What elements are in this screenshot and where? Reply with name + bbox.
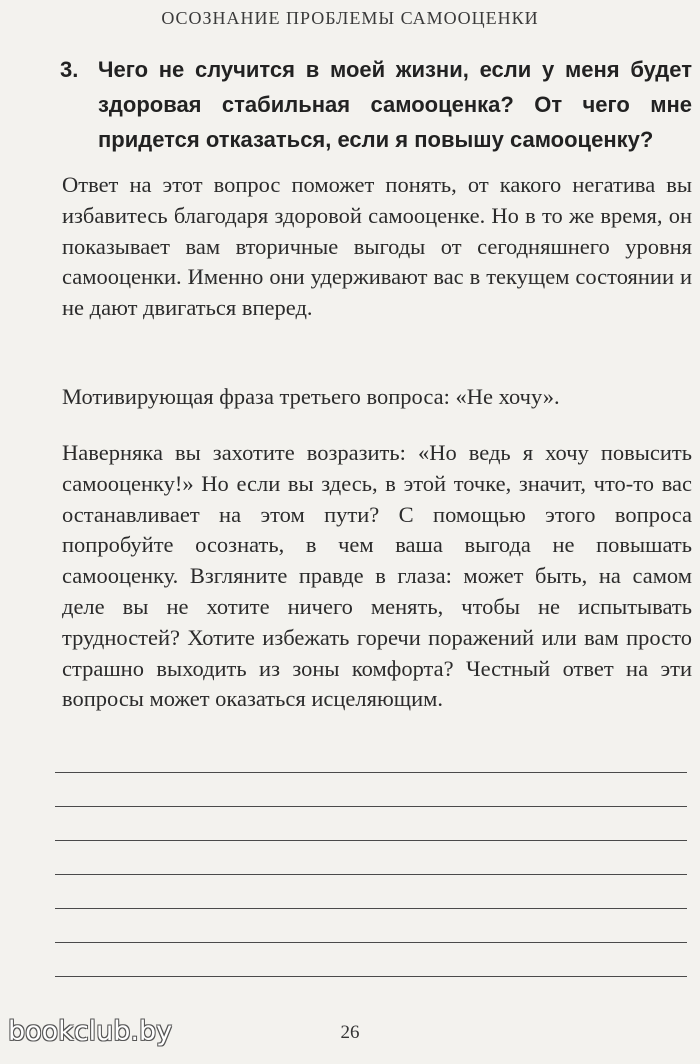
- answer-line: [55, 874, 687, 875]
- page-number: 26: [340, 1022, 360, 1043]
- answer-line: [55, 806, 687, 807]
- answer-line: [55, 942, 687, 943]
- paragraph-discussion: Наверняка вы захотите возразить: «Но ведь я хочу повысить самооценку!» Но если вы здесь, в этой точке, значит, что-то вас останавливает на этом пути? С помощью этого вопроса попробуйте осознать, в чем ваша выгода не повышать самооценку. Взгляните правде в глаза: может быть, на самом деле вы не хотите ничего менять, чтобы не испытывать трудностей? Хотите избежать горечи поражений или вам просто страшно выходить из зоны комфорта? Честный ответ на эти вопросы может оказаться исцеляющим.: [62, 440, 692, 712]
- question-number: 3.: [60, 57, 79, 82]
- answer-lines: [55, 772, 687, 1010]
- question-block: [60, 52, 692, 157]
- answer-line: [55, 772, 687, 773]
- answer-line: [55, 840, 687, 841]
- paragraph-motivating-phrase: Мотивирующая фраза третьего вопроса: «Не хочу».: [62, 384, 560, 409]
- answer-line: [55, 976, 687, 977]
- watermark: bookclub.by: [8, 1016, 173, 1047]
- question-text: Чего не случится в моей жизни, если у меня будет здоровая стабильная самооценка? От чего мне придется отказаться, если я повышу самооценку?: [98, 57, 692, 152]
- answer-line: [55, 908, 687, 909]
- paragraph-explanation: Ответ на этот вопрос поможет понять, от какого негатива вы избавитесь благодаря здоровой самооценке. Но в то же время, он показывает вам вторичные выгоды от сегодняшнего уровня самооценки. Именно они удерживают вас в текущем состоянии и не дают двигаться вперед.: [62, 172, 692, 321]
- running-head: ОСОЗНАНИЕ ПРОБЛЕМЫ САМООЦЕНКИ: [161, 8, 539, 28]
